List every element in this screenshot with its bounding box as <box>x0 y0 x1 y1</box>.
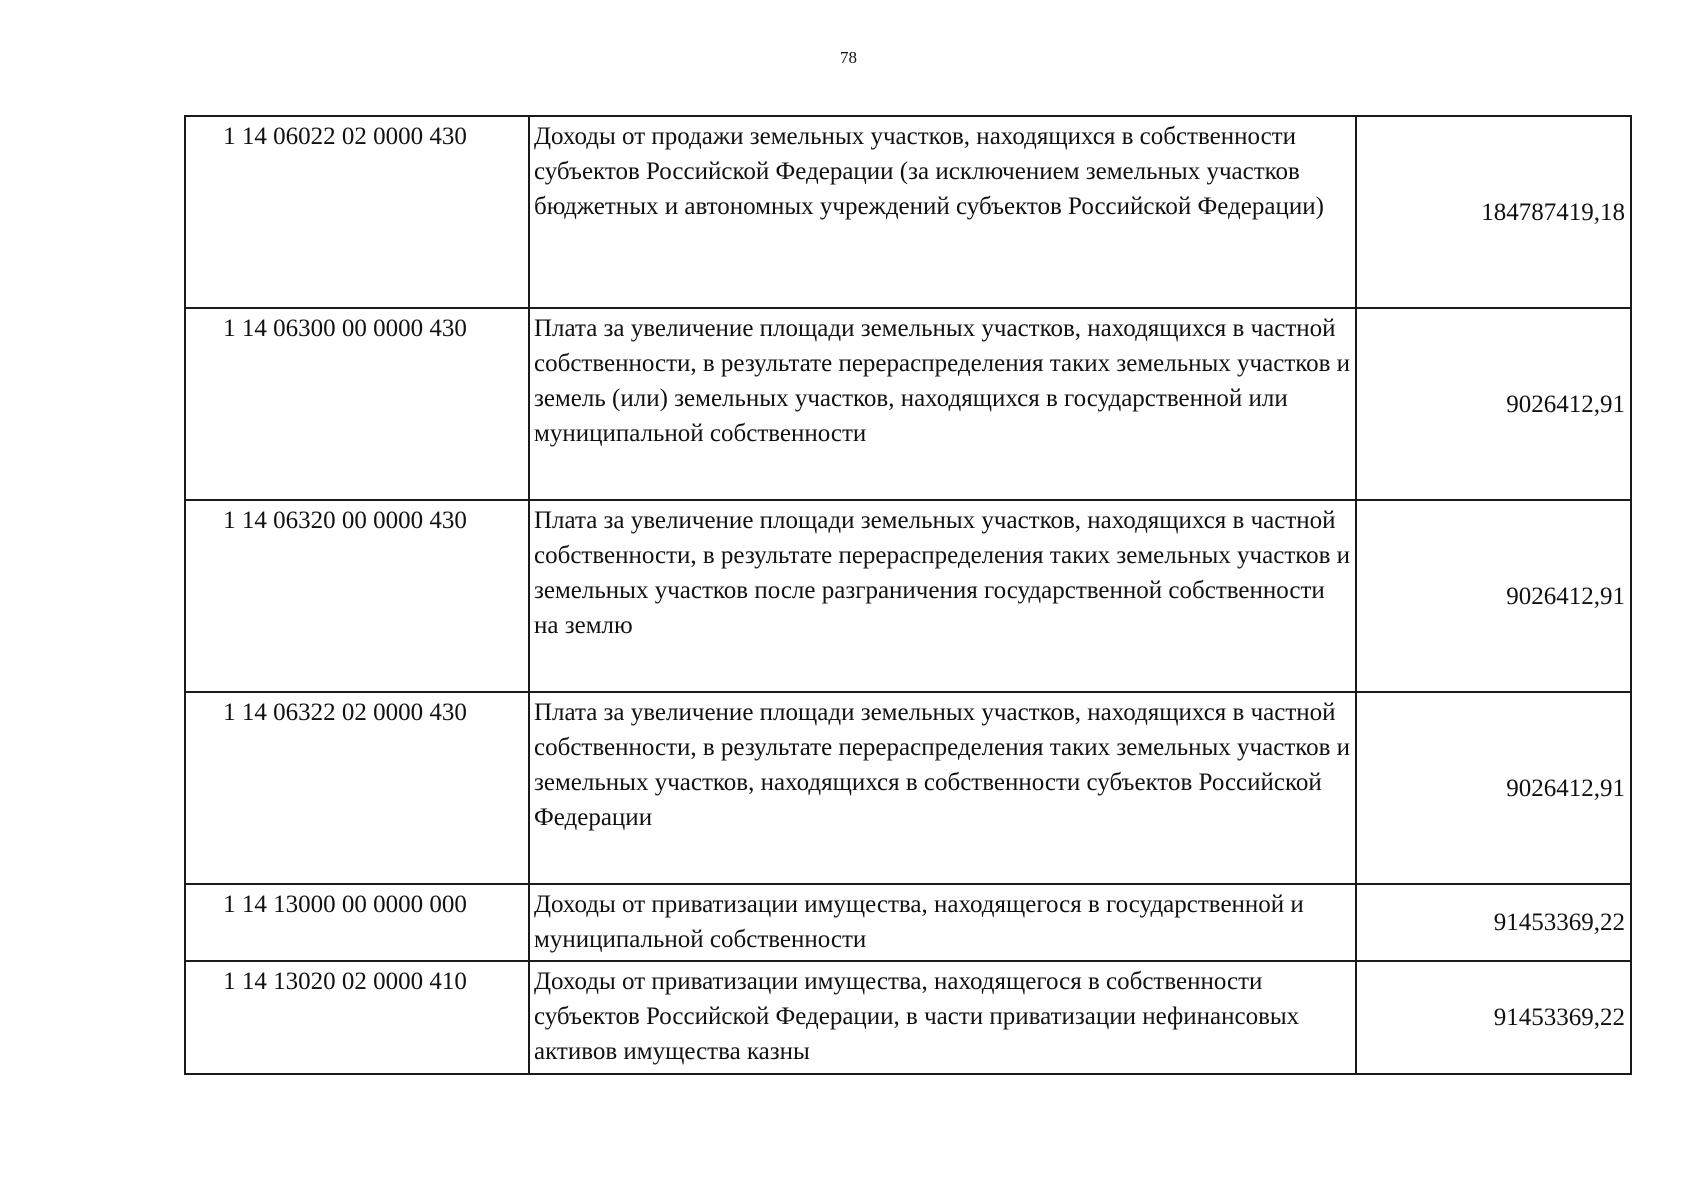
revenue-name: Плата за увеличение площади земельных участков, находящихся в частной собственности, в результате перераспределения таких земельных участков и земельных участков после разграничения государственной собственности на землю <box>529 500 1356 692</box>
revenue-code: 1 14 13020 02 0000 410 <box>185 961 529 1074</box>
table-row <box>185 308 1631 500</box>
revenue-amount: 9026412,91 <box>1356 692 1631 884</box>
revenue-amount: 184787419,18 <box>1356 116 1631 308</box>
revenue-code: 1 14 06300 00 0000 430 <box>185 308 529 500</box>
revenue-code: 1 14 06320 00 0000 430 <box>185 500 529 692</box>
revenue-name: Доходы от приватизации имущества, находящегося в собственности субъектов Российской Федерации, в части приватизации нефинансовых активов имущества казны <box>529 961 1356 1074</box>
revenue-amount: 91453369,22 <box>1356 884 1631 961</box>
page-number: 78 <box>840 48 857 67</box>
table-row <box>185 692 1631 884</box>
revenue-name: Плата за увеличение площади земельных участков, находящихся в частной собственности, в результате перераспределения таких земельных участков и земель (или) земельных участков, находящихся в государственной или муниципальной собственности <box>529 308 1356 500</box>
budget-revenue-table <box>184 115 1632 1075</box>
revenue-amount: 9026412,91 <box>1356 500 1631 692</box>
revenue-amount: 9026412,91 <box>1356 308 1631 500</box>
table-row <box>185 884 1631 961</box>
table-row <box>185 116 1631 308</box>
revenue-amount: 91453369,22 <box>1356 961 1631 1074</box>
revenue-name: Доходы от продажи земельных участков, находящихся в собственности субъектов Российской Федерации (за исключением земельных участков бюджетных и автономных учреждений субъектов Российской Федерации) <box>529 116 1356 308</box>
table-row <box>185 961 1631 1074</box>
revenue-code: 1 14 06322 02 0000 430 <box>185 692 529 884</box>
table-row <box>185 500 1631 692</box>
revenue-code: 1 14 06022 02 0000 430 <box>185 116 529 308</box>
revenue-code: 1 14 13000 00 0000 000 <box>185 884 529 961</box>
revenue-name: Плата за увеличение площади земельных участков, находящихся в частной собственности, в результате перераспределения таких земельных участков и земельных участков, находящихся в собственности субъектов Российской Федерации <box>529 692 1356 884</box>
revenue-name: Доходы от приватизации имущества, находящегося в государственной и муниципальной собственности <box>529 884 1356 961</box>
